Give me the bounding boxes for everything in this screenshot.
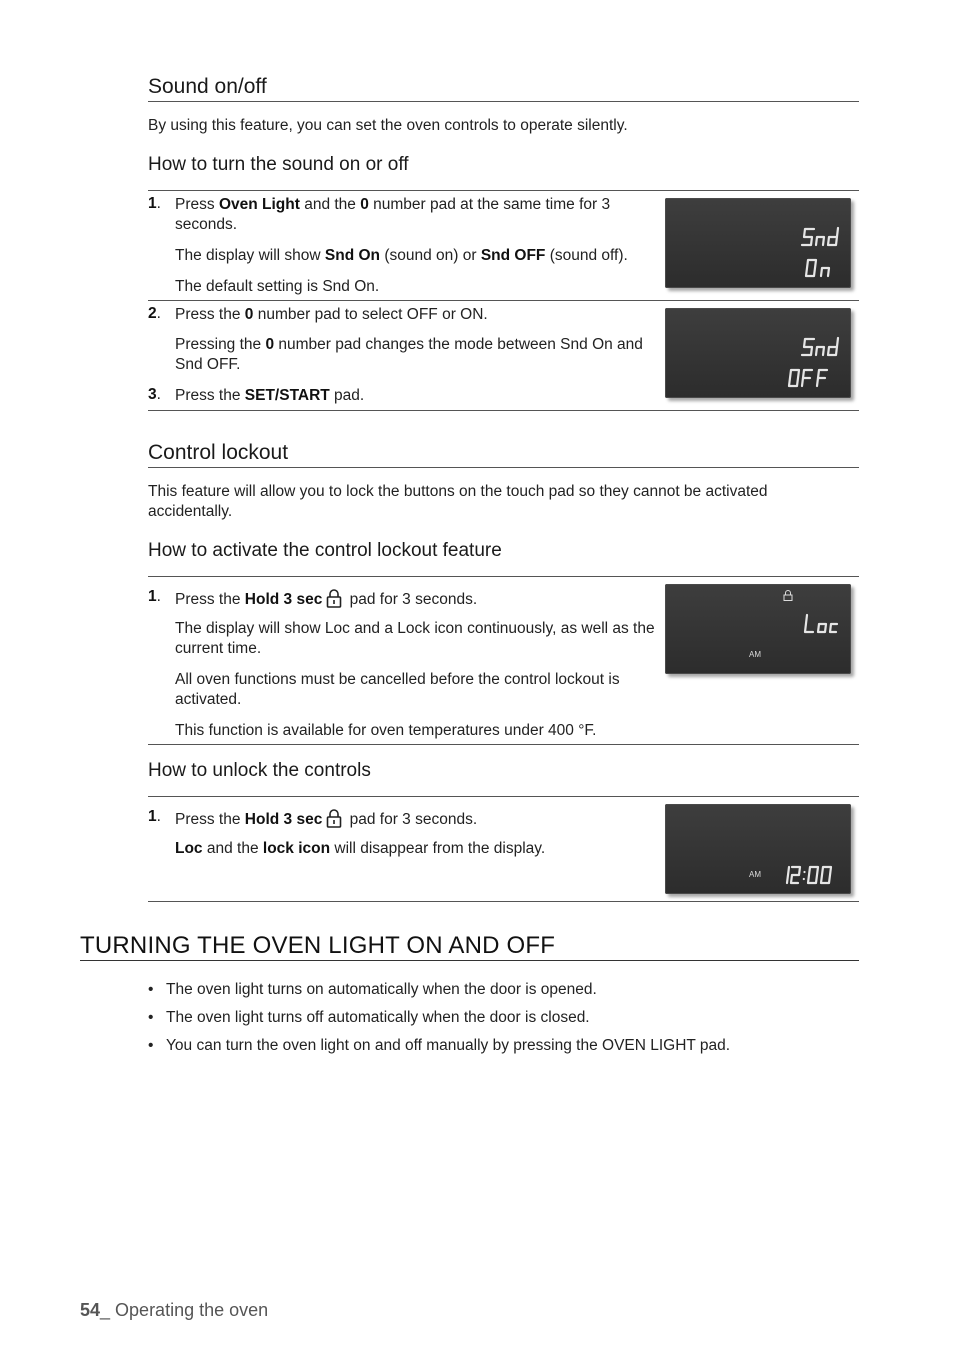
lockout-step-1-cancel-note: All oven functions must be cancelled before the control lockout is activated.	[175, 671, 620, 708]
lock-icon	[326, 808, 342, 834]
divider	[80, 960, 859, 961]
step-number: 1.	[148, 808, 161, 825]
lockout-intro: This feature will allow you to lock the buttons on the touch pad so they cannot be activated accidentally.	[148, 483, 768, 520]
display-snd-on	[665, 198, 851, 288]
lock-icon	[326, 588, 342, 614]
lockout-step-1-temp-note: This function is available for oven temperatures under 400 °F.	[175, 722, 597, 739]
step-number: 1.	[148, 588, 161, 605]
list-item: • The oven light turns on automatically when the door is opened.	[148, 981, 597, 998]
sound-intro: By using this feature, you can set the oven controls to operate silently.	[148, 117, 628, 134]
am-indicator: AM	[749, 650, 761, 659]
display-snd-off	[665, 308, 851, 398]
divider	[148, 576, 859, 577]
list-item: • You can turn the oven light on and off manually by pressing the OVEN LIGHT pad.	[148, 1037, 731, 1054]
divider	[148, 901, 859, 902]
step-3-text: Press the SET/START pad.	[175, 387, 365, 404]
lockout-step-1-display-note: The display will show Loc and a Lock icon continuously, as well as the current time.	[175, 620, 655, 657]
divider	[148, 410, 859, 411]
subsection-title-activate: How to activate the control lockout feature	[148, 540, 502, 561]
divider	[148, 467, 859, 468]
step-1-default-note: The default setting is Snd On.	[175, 278, 380, 295]
list-item: • The oven light turns off automatically when the door is closed.	[148, 1009, 590, 1026]
divider	[148, 190, 859, 191]
display-loc	[665, 584, 851, 674]
unlock-step-1-text: Press the Hold 3 sec pad for 3 seconds.	[175, 808, 477, 834]
page-number: 54	[80, 1300, 101, 1320]
divider	[148, 300, 859, 301]
padlock-icon	[784, 591, 792, 601]
divider	[148, 796, 859, 797]
section-title-oven-light: TURNING THE OVEN LIGHT ON AND OFF	[80, 932, 556, 959]
am-indicator: AM	[749, 870, 761, 879]
clock-time	[787, 867, 831, 883]
step-2-text: Press the 0 number pad to select OFF or ON.	[175, 306, 488, 323]
step-2-note: Pressing the 0 number pad changes the mode between Snd On and Snd OFF.	[175, 336, 643, 373]
seven-segment-snd-off	[665, 308, 851, 398]
step-number: 3.	[148, 386, 161, 403]
step-number: 1.	[148, 195, 161, 212]
lockout-step-1-text: Press the Hold 3 sec pad for 3 seconds.	[175, 588, 477, 614]
seven-segment-clock	[665, 804, 851, 894]
seven-segment-snd-on	[665, 198, 851, 288]
display-clock	[665, 804, 851, 894]
unlock-step-1-note: Loc and the lock icon will disappear from the display.	[175, 840, 546, 857]
divider	[148, 744, 859, 745]
footer-label: _ Operating the oven	[100, 1300, 269, 1320]
section-title-sound: Sound on/off	[148, 75, 267, 98]
step-1-text: Press Oven Light and the 0 number pad at the same time for 3 seconds.	[175, 196, 611, 233]
divider	[148, 101, 859, 102]
seven-segment-loc	[665, 584, 851, 674]
step-number: 2.	[148, 305, 161, 322]
section-title-lockout: Control lockout	[148, 441, 289, 464]
page-footer	[80, 1300, 268, 1321]
subsection-title-unlock: How to unlock the controls	[148, 760, 371, 781]
step-1-display-note: The display will show Snd On (sound on) or Snd OFF (sound off).	[175, 247, 628, 264]
subsection-title-sound-toggle: How to turn the sound on or off	[148, 154, 409, 175]
